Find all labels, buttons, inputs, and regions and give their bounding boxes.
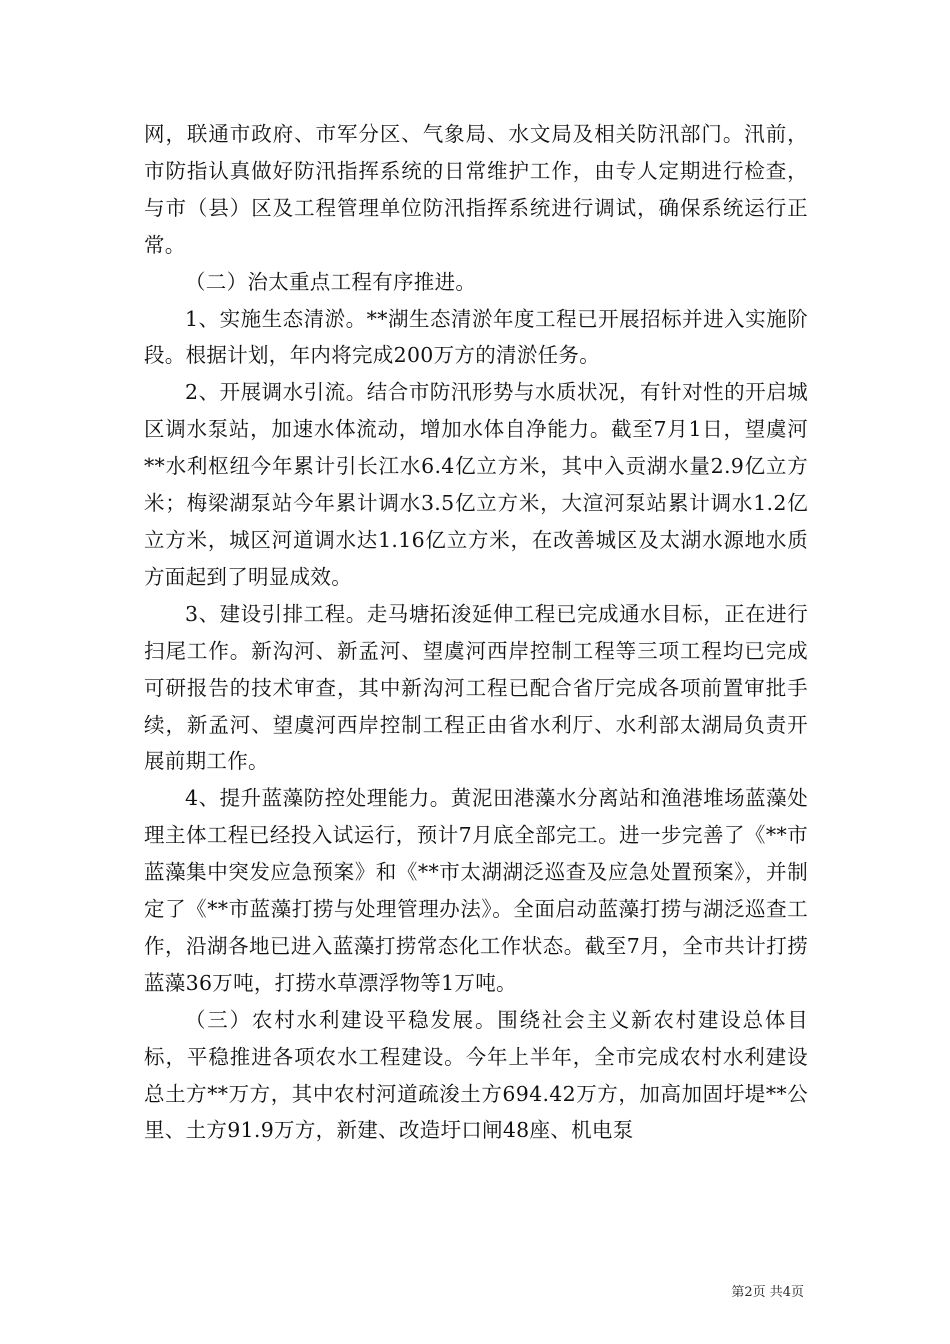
body-text — [144, 116, 808, 1149]
paragraph-drainage-projects: 3、建设引排工程。走马塘拓浚延伸工程已完成通水目标，正在进行扫尾工作。新沟河、新孟河、望虞河西岸控制工程等三项工程均已完成可研报告的技术审查，其中新沟河工程已配合省厅完成各项前置审批手续，新孟河、望虞河西岸控制工程正由省水利厅、水利部太湖局负责开展前期工作。 — [144, 601, 808, 774]
paragraph-rural-water: （三）农村水利建设平稳发展。围绕社会主义新农村建设总体目标，平稳推进各项农水工程建设。今年上半年，全市完成农村水利建设总土方**万方，其中农村河道疏浚土方694.42万方，加高加固圩堤**公里、土方91.9万方，新建、改造圩口闸48座、机电泵 — [144, 1007, 808, 1143]
paragraph-water-diversion: 2、开展调水引流。结合市防汛形势与水质状况，有针对性的开启城区调水泵站，加速水体流动，增加水体自净能力。截至7月1日，望虞河**水利枢纽今年累计引长江水6.4亿立方米，其中入贡湖水量2.9亿立方米；梅梁湖泵站今年累计调水3.5亿立方米，大渲河泵站累计调水1.2亿立方米，城区河道调水达1.16亿立方米，在改善城区及太湖水源地水质方面起到了明显成效。 — [144, 380, 808, 589]
paragraph-continuation: 网，联通市政府、市军分区、气象局、水文局及相关防汛部门。汛前，市防指认真做好防汛指挥系统的日常维护工作，由专人定期进行检查，与市（县）区及工程管理单位防汛指挥系统进行调试，确保系统运行正常。 — [144, 122, 808, 257]
section-heading-2: （二）治太重点工程有序推进。 — [185, 269, 477, 294]
paragraph-dredging: 1、实施生态清淤。**湖生态清淤年度工程已开展招标并进入实施阶段。根据计划，年内将完成200万方的清淤任务。 — [144, 306, 808, 368]
page-number-footer: 第2页 共4页 — [731, 1285, 804, 1300]
paragraph-algae-control: 4、提升蓝藻防控处理能力。黄泥田港藻水分离站和渔港堆场蓝藻处理主体工程已经投入试运行，预计7月底全部完工。进一步完善了《**市蓝藻集中突发应急预案》和《**市太湖湖泛巡查及应急处置预案》，并制定了《**市蓝藻打捞与处理管理办法》。全面启动蓝藻打捞与湖泛巡查工作，沿湖各地已进入蓝藻打捞常态化工作状态。截至7月，全市共计打捞蓝藻36万吨，打捞水草漂浮物等1万吨。 — [144, 786, 808, 995]
